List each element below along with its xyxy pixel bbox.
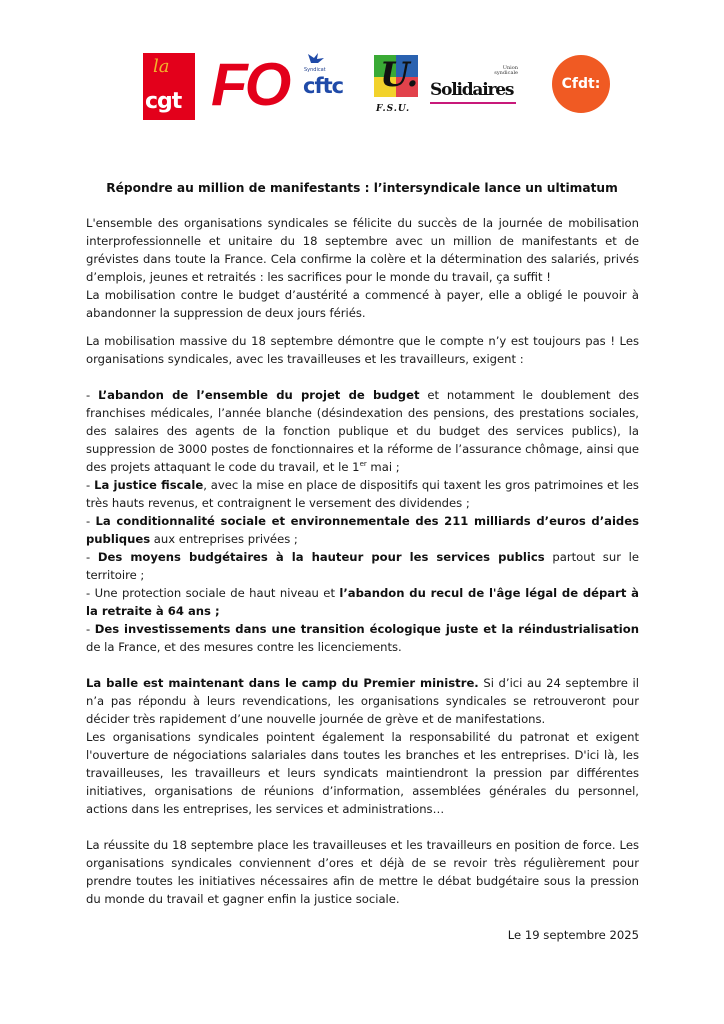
demand-text: partout sur le territoire ; xyxy=(86,550,640,582)
cgt-logo-la: la xyxy=(153,56,170,77)
demand-prefix: - xyxy=(86,622,95,636)
fsu-logo-text: F.S.U. xyxy=(376,104,411,114)
ultimatum-text: Si d’ici au 24 septembre il n’a pas répondu à leurs revendications, les organisations syndicales se retrouveront pour décider très rapidement d’une nouvelle journée de grève et de manifestations. xyxy=(86,676,639,726)
demand-bold: La justice fiscale xyxy=(94,478,204,492)
intro-paragraph-3: La mobilisation massive du 18 septembre démontre que le compte n’y est toujours pas ! Les organisations syndicales, avec les travailleuses et les travailleurs, exigent : xyxy=(86,334,639,366)
cgt-logo xyxy=(143,53,195,120)
conclusion-paragraph: La réussite du 18 septembre place les travailleuses et les travailleurs en position de force. Les organisations syndicales conviennent d’ores et déjà de se revoir très régulièrement pour prendre toutes les initiatives nécessaires afin de mettre le débat budgétaire sous la pression du monde du travail et gagner enfin la justice sociale. xyxy=(86,838,639,906)
demand-prefix: - xyxy=(86,478,95,492)
intro-paragraph-1: L'ensemble des organisations syndicales se félicite du succès de la journée de mobilisation interprofessionnelle et unitaire du 18 septembre avec un million de manifestants et de grévistes dans toute la France. Cela confirme la colère et la détermination des salariés, privés d’emplois, jeunes et retraités : les sacrifices pour le monde du travail, ça suffit ! xyxy=(86,216,639,284)
document-body xyxy=(86,214,639,944)
demand-text: , avec la mise en place de dispositifs qui taxent les gros patrimoines et les très hauts revenus, et contraignent le versement des dividendes ; xyxy=(86,478,639,510)
demand-prefix: - Une protection sociale de haut niveau et xyxy=(86,586,340,600)
cftc-logo xyxy=(303,52,365,104)
fsu-logo-letter: U. xyxy=(380,55,419,95)
cfdt-logo xyxy=(552,55,610,113)
dove-icon xyxy=(306,52,326,66)
union-logos xyxy=(0,50,724,130)
demand-text: de la France, et des mesures contre les licenciements. xyxy=(86,640,402,654)
demand-bold: l’abandon du recul de l'âge légal de départ à la retraite à 64 ans ; xyxy=(86,586,639,618)
demand-prefix: - xyxy=(86,514,96,528)
solidaires-logo-text: Solidaires xyxy=(430,80,514,100)
demand-prefix: - xyxy=(86,388,99,402)
demand-item xyxy=(86,512,639,548)
demand-sup: er xyxy=(359,460,367,469)
demand-prefix: - xyxy=(86,550,98,564)
fsu-logo xyxy=(372,55,424,119)
demand-text: aux entreprises privées ; xyxy=(150,532,298,546)
cftc-logo-text: cftc xyxy=(303,74,344,98)
solidaires-small-1: Union xyxy=(502,65,518,71)
demand-item xyxy=(86,548,639,584)
page-title: Répondre au million de manifestants : l’intersyndicale lance un ultimatum xyxy=(106,181,618,195)
demand-item xyxy=(86,620,639,656)
solidaires-logo-small xyxy=(494,66,518,76)
demand-item xyxy=(86,386,639,476)
demand-bold: La conditionnalité sociale et environnementale des 211 milliards d’euros d’aides publiques xyxy=(86,514,639,546)
fo-logo-text: FO xyxy=(211,51,289,118)
demand-bold: Des moyens budgétaires à la hauteur pour les services publics xyxy=(97,550,545,564)
ultimatum-paragraph xyxy=(86,674,639,728)
demand-bold: Des investissements dans une transition écologique juste et la réindustrialisation xyxy=(94,622,639,636)
fo-logo xyxy=(211,51,289,122)
demand-end: mai ; xyxy=(366,460,400,474)
intro-paragraph-2: La mobilisation contre le budget d’austérité a commencé à payer, elle a obligé le pouvoir à abandonner la suppression de deux jours fériés. xyxy=(86,288,639,320)
cftc-logo-small: Syndicat xyxy=(304,67,326,73)
demand-item xyxy=(86,584,639,620)
document-date: Le 19 septembre 2025 xyxy=(507,928,639,942)
cfdt-logo-text: Cfdt: xyxy=(561,76,601,92)
cgt-logo-text: cgt xyxy=(145,89,182,114)
solidaires-underline xyxy=(430,102,516,104)
employers-paragraph: Les organisations syndicales pointent également la responsabilité du patronat et exigent l'ouverture de négociations salariales dans toutes les branches et les entreprises. D'ici là, les travailleuses, les travailleurs et leurs syndicats maintiendront la pression par différentes initiatives, organisations de réunions d’information, assemblées générales du personnel, actions dans les entreprises, les services et administrations… xyxy=(86,730,639,816)
solidaires-small-2: syndicale xyxy=(494,70,518,76)
ultimatum-bold: La balle est maintenant dans le camp du Premier ministre. xyxy=(86,676,479,690)
demand-bold: L’abandon de l’ensemble du projet de budget xyxy=(98,388,420,402)
demand-text: et notamment le doublement des franchises médicales, l’année blanche (désindexation des pensions, des prestations sociales, des salaires des agents de la fonction publique et du budget des services publics), la suppression de 3000 postes de fonctionnaires et la réforme de l’assurance chômage, ainsi que des projets attaquant le code du travail, et le 1 xyxy=(86,388,639,474)
solidaires-logo xyxy=(430,66,522,114)
demand-item xyxy=(86,476,639,512)
